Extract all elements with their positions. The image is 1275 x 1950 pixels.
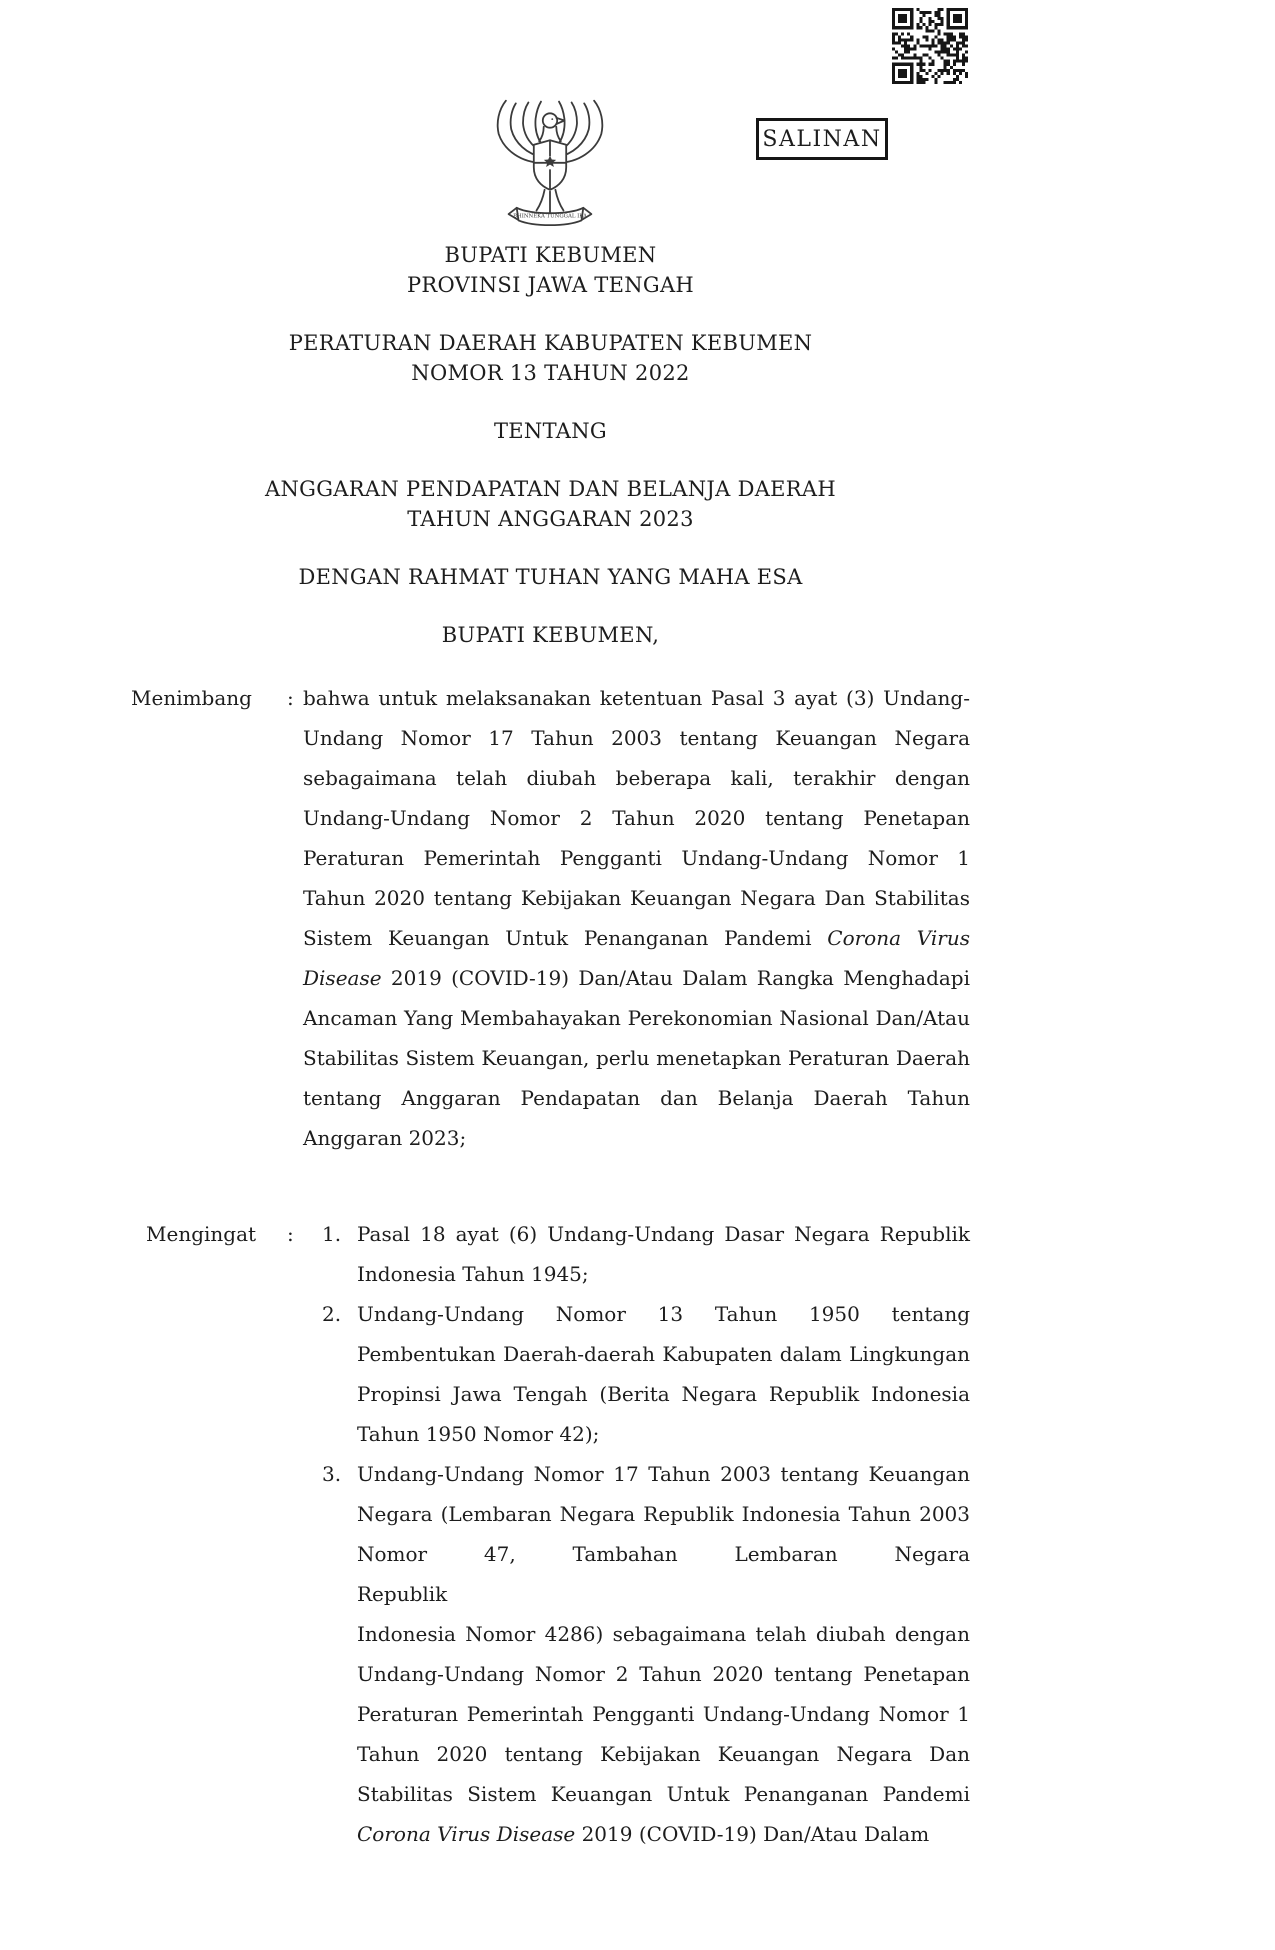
- mengingat-label: Mengingat: [146, 1222, 257, 1246]
- mengingat-colon: :: [287, 1222, 294, 1246]
- item-number: 1.: [322, 1222, 342, 1246]
- item-paragraph: Pasal 18 ayat (6) Undang-Undang Dasar Negara Republik Indonesia Tahun 1945;: [357, 1222, 970, 1286]
- item-number: 3.: [322, 1462, 342, 1486]
- authority-name: BUPATI KEBUMEN: [444, 243, 657, 267]
- legal-basis-item-2: [303, 1294, 970, 1454]
- mengingat-body: [303, 1214, 970, 1854]
- tentang-block: [131, 416, 970, 446]
- grace-block: [131, 562, 970, 592]
- emblem-motto: BHINNEKA TUNGGAL IKA: [512, 213, 587, 220]
- menimbang-body: [303, 678, 970, 1158]
- item-number: 2.: [322, 1302, 342, 1326]
- issuer-line: BUPATI KEBUMEN,: [441, 623, 660, 647]
- grace-line: DENGAN RAHMAT TUHAN YANG MAHA ESA: [298, 565, 803, 589]
- regulation-block: [131, 328, 970, 388]
- garuda-emblem-graphic: [487, 90, 613, 232]
- menimbang-section: [131, 678, 970, 1158]
- item-paragraph: Republik: [357, 1582, 448, 1606]
- regulation-title: PERATURAN DAERAH KABUPATEN KEBUMEN: [288, 331, 813, 355]
- subject-line2: TAHUN ANGGARAN 2023: [407, 507, 694, 531]
- menimbang-text: bahwa untuk melaksanakan ketentuan Pasal 3 ayat (3) Undang-Undang Nomor 17 Tahun 2003 tentang Keuangan Negara sebagaimana telah diubah beberapa kali, terakhir dengan Undang-Undang Nomor 2 Tahun 2020 tentang Penetapan Peraturan Pemerintah Pengganti Undang-Undang Nomor 1 Tahun 2020 tentang Kebijakan Keuangan Negara Dan Stabilitas Sistem Keuangan Untuk Penanganan Pandemi Corona Virus Disease 2019 (COVID-19) Dan/Atau Dalam Rangka Menghadapi Ancaman Yang Membahayakan Perekonomian Nasional Dan/Atau Stabilitas Sistem Keuangan, perlu menetapkan Peraturan Daerah tentang Anggaran Pendapatan dan Belanja Daerah Tahun Anggaran 2023;: [303, 686, 970, 1150]
- menimbang-colon: :: [287, 686, 294, 710]
- garuda-pancasila-emblem: [487, 90, 615, 232]
- item-text: [357, 1214, 970, 1294]
- legal-basis-item-3: [303, 1454, 970, 1854]
- legal-basis-item-1: [303, 1214, 970, 1294]
- document-content: [131, 0, 970, 1854]
- item-paragraph: Indonesia Nomor 4286) sebagaimana telah diubah dengan Undang-Undang Nomor 2 Tahun 2020 tentang Penetapan Peraturan Pemerintah Pengganti Undang-Undang Nomor 1 Tahun 2020 tentang Kebijakan Keuangan Negara Dan Stabilitas Sistem Keuangan Untuk Penanganan Pandemi Corona Virus Disease 2019 (COVID-19) Dan/Atau Dalam: [357, 1622, 970, 1846]
- regulation-number: NOMOR 13 TAHUN 2022: [411, 361, 690, 385]
- mengingat-section: [131, 1214, 970, 1854]
- subject-block: [131, 474, 970, 534]
- item-paragraph: Undang-Undang Nomor 13 Tahun 1950 tentang Pembentukan Daerah-daerah Kabupaten dalam Lingkungan Propinsi Jawa Tengah (Berita Negara Republik Indonesia Tahun 1950 Nomor 42);: [357, 1302, 970, 1446]
- item-paragraph: Undang-Undang Nomor 17 Tahun 2003 tentang Keuangan Negara (Lembaran Negara Republik Indonesia Tahun 2003 Nomor 47, Tambahan Lembaran Negara: [357, 1462, 970, 1566]
- salinan-label: SALINAN: [762, 126, 882, 152]
- issuer-block: [131, 620, 970, 650]
- item-text: [357, 1454, 970, 1854]
- province-name: PROVINSI JAWA TENGAH: [406, 273, 695, 297]
- subject-line1: ANGGARAN PENDAPATAN DAN BELANJA DAERAH: [265, 477, 836, 501]
- tentang-label: TENTANG: [494, 419, 607, 443]
- menimbang-label: Menimbang: [131, 686, 252, 710]
- item-text: [357, 1294, 970, 1454]
- authority-block: [131, 240, 970, 300]
